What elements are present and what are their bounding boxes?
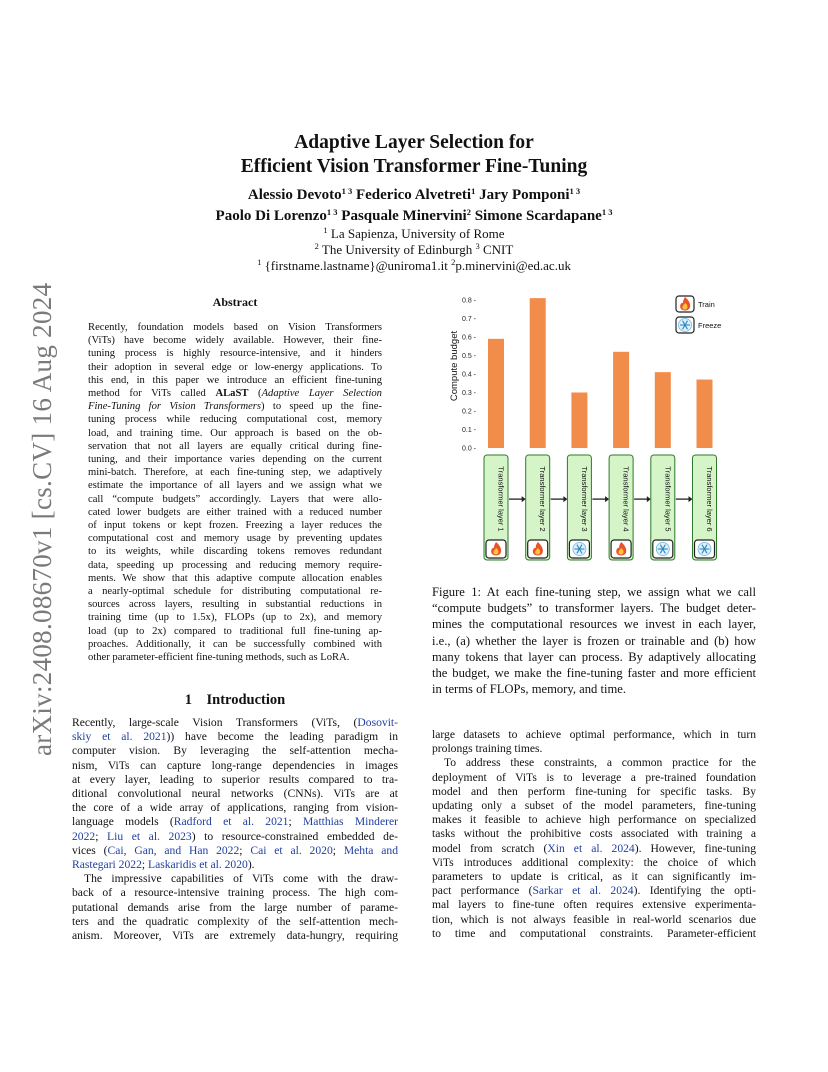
citation-link[interactable]: Sarkar et al. 2024	[532, 884, 634, 898]
citation-link[interactable]: Cai et al. 2020	[250, 843, 333, 857]
affil-marker: 2	[314, 241, 319, 251]
y-tick-label: 0.6 -	[461, 334, 476, 342]
affil-marker: 3	[475, 241, 480, 251]
email: {firstname.lastname}@uniroma1.it	[264, 258, 448, 273]
abstract-line: to its weights, while discarding tokens removes redundant	[88, 546, 382, 558]
author-name: Pasquale Minervini	[341, 208, 467, 224]
chart-legend	[676, 296, 721, 333]
abstract-line: a nearly-optimal schedule for distributing computational re-	[88, 586, 382, 598]
y-tick-label: 0.1 -	[461, 427, 476, 434]
affil-marker: 1	[471, 186, 476, 196]
layer-label: Transformer layer 2	[538, 466, 548, 532]
affil-marker: 1	[257, 257, 262, 267]
citation-link[interactable]: 2022	[72, 829, 96, 843]
citation-link[interactable]: Dosovit-	[357, 716, 398, 729]
bar-2	[530, 298, 546, 448]
y-tick-label: 0.8 -	[461, 297, 476, 305]
author-name: Jary Pomponi	[479, 187, 570, 203]
arrow-head	[647, 496, 651, 502]
citation-link[interactable]: Rastegari 2022	[72, 858, 142, 872]
abstract-line: this end, in this paper we introduce an efficient fine-tuning	[88, 374, 382, 386]
affil-marker: 1	[323, 225, 328, 235]
affiliations	[0, 226, 828, 274]
citation-link[interactable]: Cai, Gan, and Han 2022	[107, 843, 240, 857]
abstract-body	[88, 321, 382, 664]
y-tick-label: 0.5 -	[461, 353, 476, 360]
abstract-line: Recently, foundation models based on Vision Transformers	[88, 322, 382, 333]
intro-column-right: large datasets to achieve optimal performance, which in turn prolongs training times. To address these constraints, a common practice for the deployment of ViTs is to leverage a pre-trained foundation model and then perform fine-tuning for specific tasks. By updating only a subset of the model parameters, fine-tuning makes it feasible to achieve high performance on specialized tasks without the prohibitive costs associated with training a model from scratch (Xin et al. 2024). However, fine-tuning ViTs introduces additional complexity: the choice of which parameters to update is critical, as it can significantly im- pact performance (Sarkar et al. 2024). Identifying the opti- mal layers to fine-tune often requires extensive experimenta- tion, which is not always feasible in real-world scenarios due to time and computational constraints. Parameter-efficient	[432, 728, 757, 940]
author-name: Federico Alvetreti	[355, 187, 472, 203]
caption-line: many tokens that layer can process. By adaptively allocating	[432, 649, 756, 664]
affil-marker: 1 3	[341, 186, 353, 196]
abstract-line: proaches. Additionally, it can be successfully combined with	[88, 638, 382, 650]
y-tick-label: 0.4 -	[461, 371, 476, 379]
snowflake-icon	[656, 543, 669, 556]
title-line-1: Adaptive Layer Selection for	[294, 132, 534, 153]
legend-item	[676, 296, 715, 312]
snowflake-icon	[573, 543, 586, 556]
paper-title	[0, 131, 828, 179]
abstract-line: training time (up to 1.5x), FLOPs (up to 2x), and memory	[88, 612, 382, 624]
section-number: 1	[184, 692, 193, 708]
email: p.minervini@ed.ac.uk	[455, 258, 571, 273]
layer-label: Transformer layer 3	[579, 466, 589, 532]
bar-4	[613, 352, 629, 448]
abstract-line: of input tokens or kept frozen. Freezing a layer reduces the	[88, 520, 382, 532]
citation-link[interactable]: Mehta and	[343, 843, 398, 857]
abstract-heading: Abstract	[212, 295, 258, 309]
author-name: Alessio Devoto	[247, 187, 342, 203]
bar-6	[697, 380, 713, 448]
layer-label: Transformer layer 6	[705, 466, 714, 532]
y-tick-label: 0.7 -	[461, 316, 476, 323]
citation-link[interactable]: Matthias Minderer	[302, 815, 398, 829]
caption-line: Figure 1: At each fine-tuning step, we assign what we call	[432, 585, 756, 599]
affiliation: The University of Edinburgh	[321, 242, 473, 257]
arxiv-identifier: arXiv:2408.08670v1 [cs.CV] 16 Aug 2024	[27, 282, 57, 756]
bar-5	[655, 372, 671, 448]
abstract-line: mini-batch. Therefore, at each fine-tuning step, we adaptively	[88, 467, 382, 479]
author-name: Paolo Di Lorenzo	[215, 208, 327, 224]
section-title: Introduction	[206, 692, 286, 708]
abstract-line: call “compute budgets” accordingly. Layers that were allo-	[88, 493, 382, 505]
abstract-line: data, speeding up processing and reducing memory require-	[88, 559, 382, 571]
layer-label: Transformer layer 4	[621, 466, 631, 532]
affil-marker: 1 3	[326, 207, 338, 217]
abstract-line: servation that not all layers are equally critical during fine-	[88, 440, 382, 452]
caption-line: i.e., (a) whether the layer is frozen or trainable and (b) how	[432, 633, 756, 648]
y-tick-label: 0.3 -	[461, 390, 476, 397]
arrow-head	[689, 496, 693, 502]
abstract-line: sources across layers, resulting in substantial reductions in	[88, 599, 382, 611]
arrow-head	[605, 496, 609, 502]
bar-3	[571, 393, 587, 449]
citation-link[interactable]: skiy et al. 2021	[72, 730, 167, 744]
section-heading-introduction	[72, 692, 398, 709]
caption-line: in terms of FLOPs, memory, and time.	[432, 682, 627, 697]
abstract-line: Fine-Tuning for Vision Transformers) to speed up the fine-	[88, 401, 382, 413]
abstract-line: load (up to 2x) compared to traditional full fine-tuning ap-	[88, 625, 382, 637]
citation-link[interactable]: Laskaridis et al. 2020	[148, 858, 248, 872]
snowflake-icon	[698, 543, 711, 556]
y-axis-label: Compute budget	[449, 330, 460, 402]
abstract-line: (ViTs) have become widely available. However, their fine-	[88, 335, 382, 347]
caption-line: mines the computational resources we invest in each layer,	[432, 617, 756, 632]
arrow-head	[522, 496, 526, 502]
affil-marker: 2	[466, 207, 471, 217]
abstract-line: estimate the importance of all layers and we assign what we	[88, 480, 382, 492]
abstract-line: computational cost and memory usage by preventing updates	[88, 533, 382, 545]
y-tick-label: 0.2 -	[461, 408, 476, 416]
figure-caption	[432, 584, 756, 697]
abstract-line: tuning process while reducing computational cost, memory	[88, 414, 382, 426]
author-name: Simone Scardapane	[474, 208, 602, 224]
affil-marker: 2	[451, 257, 456, 267]
affil-marker: 1 3	[569, 186, 581, 196]
affiliation: La Sapienza, University of Rome	[330, 226, 505, 241]
citation-link[interactable]: Xin et al. 2024	[547, 841, 635, 855]
legend-label: Train	[698, 300, 715, 309]
y-axis	[462, 298, 477, 453]
transformer-layers	[484, 455, 717, 560]
y-tick-label: 0.0 -	[461, 445, 476, 453]
abstract-line: ments. We show that this adaptive compute allocation enables	[88, 572, 382, 584]
layer-label: Transformer layer 1	[496, 466, 506, 532]
bar-1	[488, 339, 504, 448]
layer-label: Transformer layer 5	[663, 466, 673, 532]
figure-1-chart	[440, 290, 756, 580]
abstract-line: other parameter-efficient fine-tuning methods, such as LoRA.	[88, 652, 350, 664]
citation-link[interactable]: Liu et al. 2023	[107, 829, 192, 843]
legend-item	[676, 317, 721, 333]
abstract-line: their adoption in several edge or low-energy applications. To	[88, 361, 382, 373]
affil-marker: 1 3	[601, 207, 613, 217]
abstract-line: load, and training time. Our approach is based on the ob-	[88, 427, 382, 439]
abstract-line: method for ViTs called ALaST (Adaptive Layer Selection	[88, 388, 382, 400]
legend-label: Freeze	[698, 321, 722, 330]
abstract-line: tuning process is highly resource-intensive, and it hinders	[88, 348, 382, 360]
citation-link[interactable]: Radford et al. 2021	[173, 815, 289, 829]
author-list	[0, 185, 828, 227]
caption-line: the budget, we make the fine-tuning faster and more efficient	[432, 666, 756, 681]
snowflake-icon	[679, 319, 692, 332]
caption-line: “compute budgets” to transformer layers. The budget deter-	[432, 601, 756, 616]
intro-column-left: Recently, large-scale Vision Transformers (ViTs, (Dosovit- skiy et al. 2021)) have become the leading paradigm in computer vision. By leveraging the self-attention mecha- nism, ViTs can capture long-range dependencies in images at every layer, leading to superior results compared to tra- ditional convolutional neural networks (CNNs). ViTs are at the core of a wide array of applications, ranging from vision- language models (Radford et al. 2021; Matthias Minderer 2022; Liu et al. 2023) to resource-constrained embedded de- vices (Cai, Gan, and Han 2022; Cai et al. 2020; Mehta and Rastegari 2022; Laskaridis et al. 2020). The impressive capabilities of ViTs come with the draw- back of a resource-intensive training process. The high com- putational demands arise from the large number of parame- ters and the quadratic complexity of the self-attention mech- anism. Moreover, ViTs are extremely data-hungry, requiring	[72, 716, 398, 943]
title-line-2: Efficient Vision Transformer Fine-Tuning	[240, 156, 588, 177]
abstract-line: tuning, and their importance varies depending on the current	[88, 454, 382, 466]
arrow-head	[563, 496, 567, 502]
abstract-line: cated lower budgets are either trained with a reduced number	[88, 506, 382, 518]
affiliation: CNIT	[483, 242, 514, 257]
